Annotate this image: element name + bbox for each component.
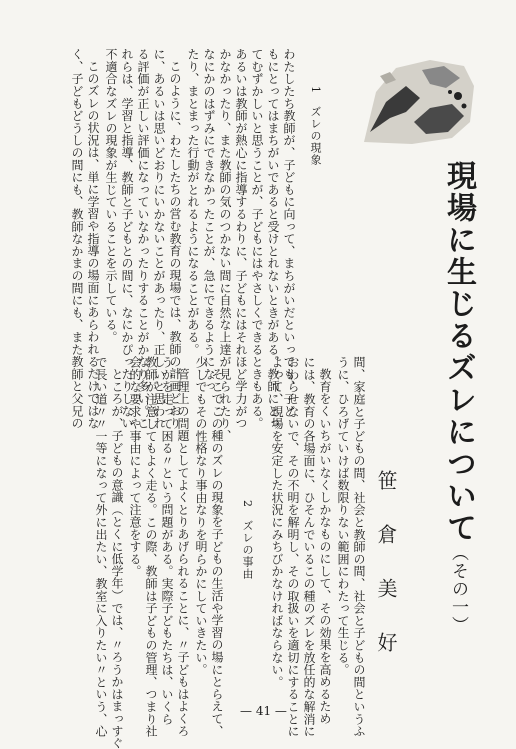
bottom-line: 教師が注意してもよく走る。この際、教師は子どもの管理、つまり社 — [144, 356, 158, 738]
bottom-line: うかを走って困る〃という問題がある。実際子どもたちは、いくら — [160, 356, 174, 725]
section-2-heading: 2 ズレの事由 — [241, 500, 254, 580]
section-1-line: このように、わたしたちの営む教育の現場では、教師の計画どおり — [168, 60, 182, 429]
section-1-line: れらは、学習と指導、教師と子どもとの間に、なにかぴったりしない — [120, 48, 134, 430]
section-1-line: たり、まとまった行動がとれるようになることがある。 — [186, 48, 200, 356]
bottom-line: 会的な要求や事由によって注意をする。 — [128, 356, 142, 578]
section-1-line: かなかったり、また教師の気のつかない間に自然な上達が見られたり、 — [218, 48, 232, 442]
section-1-line: わたしたち教師が、子どもに向って、まちがいだといっても、子ど — [282, 48, 296, 417]
title-subtitle: （その一） — [448, 544, 468, 634]
bottom-line: には、教育の各場面に、ひそんでいるこの種のズレを放任的な解消に — [302, 356, 316, 738]
section-1-line: 不適合なズレの現象が生じていることを示している。 — [104, 48, 118, 344]
page-number: — 41 — — [240, 704, 287, 718]
bottom-line: うに、ひろげていけば数限りない範囲にわたって生じる。 — [336, 356, 350, 676]
author-name: 笹倉美好 — [374, 470, 398, 686]
section-1-line: あるいは教師が熱心に指導するわりに、子どもにはそれほど学力がつ — [234, 48, 248, 430]
section-1-line: てむずかしいと思うことが、子どもにはやさしくできるときもある。 — [250, 48, 264, 430]
bottom-line: ところが、子どもの意識（とくに低学年）では、〃ろうかはまっすぐ — [110, 368, 124, 749]
bottom-line: 教育をくいちがいなくしかなものにして、その効果を高めるため — [318, 368, 332, 725]
bottom-line: よって、現場を安定した状況にみちびかなければならない。 — [270, 356, 284, 689]
title-main: 現場に生じるズレについて — [441, 160, 476, 544]
section-1-line: このズレの状況は、単に学習や指導の場面にあらわれるだけではな — [86, 60, 100, 429]
section-1-line: る評価が正しい評価になっていなかったりすることがかなり多い。こ — [136, 48, 150, 430]
section-1-line: く、子どもどうしの間にも、教師なかまの間にも、また教師と父兄の — [70, 48, 84, 430]
section-1-line: もにとってはまちがいであると受けとれないときがある。教師にとっ — [266, 48, 280, 430]
bottom-line: 管理上の問題としてよくとりあげられることに、〃子どもはよくろ — [176, 368, 190, 737]
bottom-line: 少しでもその性格なり事由なりを明らかにしていきたい。 — [194, 356, 208, 676]
bottom-line: で長い道〃〃一等になって外に出たい、教室に入りたい〃という、心 — [94, 356, 108, 738]
decorative-drawing-icon — [360, 52, 478, 148]
article-title — [436, 160, 480, 634]
header-illustration — [360, 52, 478, 152]
section-1-line: に、あるいは思いどおりにいかないことがあったり、正しいと思われ — [152, 48, 166, 430]
section-1-heading: 1 ズレの現象 — [309, 86, 322, 166]
bottom-line: おわらせないで、その不明を解明し、その取扱いを適切にすることに — [286, 356, 300, 738]
section-1-line: なにかのはずみにできなかったことが、急にできるようになっ — [202, 48, 216, 393]
bottom-line: そこでこの種のズレの現象を子どもの生活や学習の場にとらえて、 — [210, 368, 224, 737]
bottom-line: 間、家庭と子どもの間、社会と教師の間、社会と子どもの間というふ — [352, 356, 366, 738]
